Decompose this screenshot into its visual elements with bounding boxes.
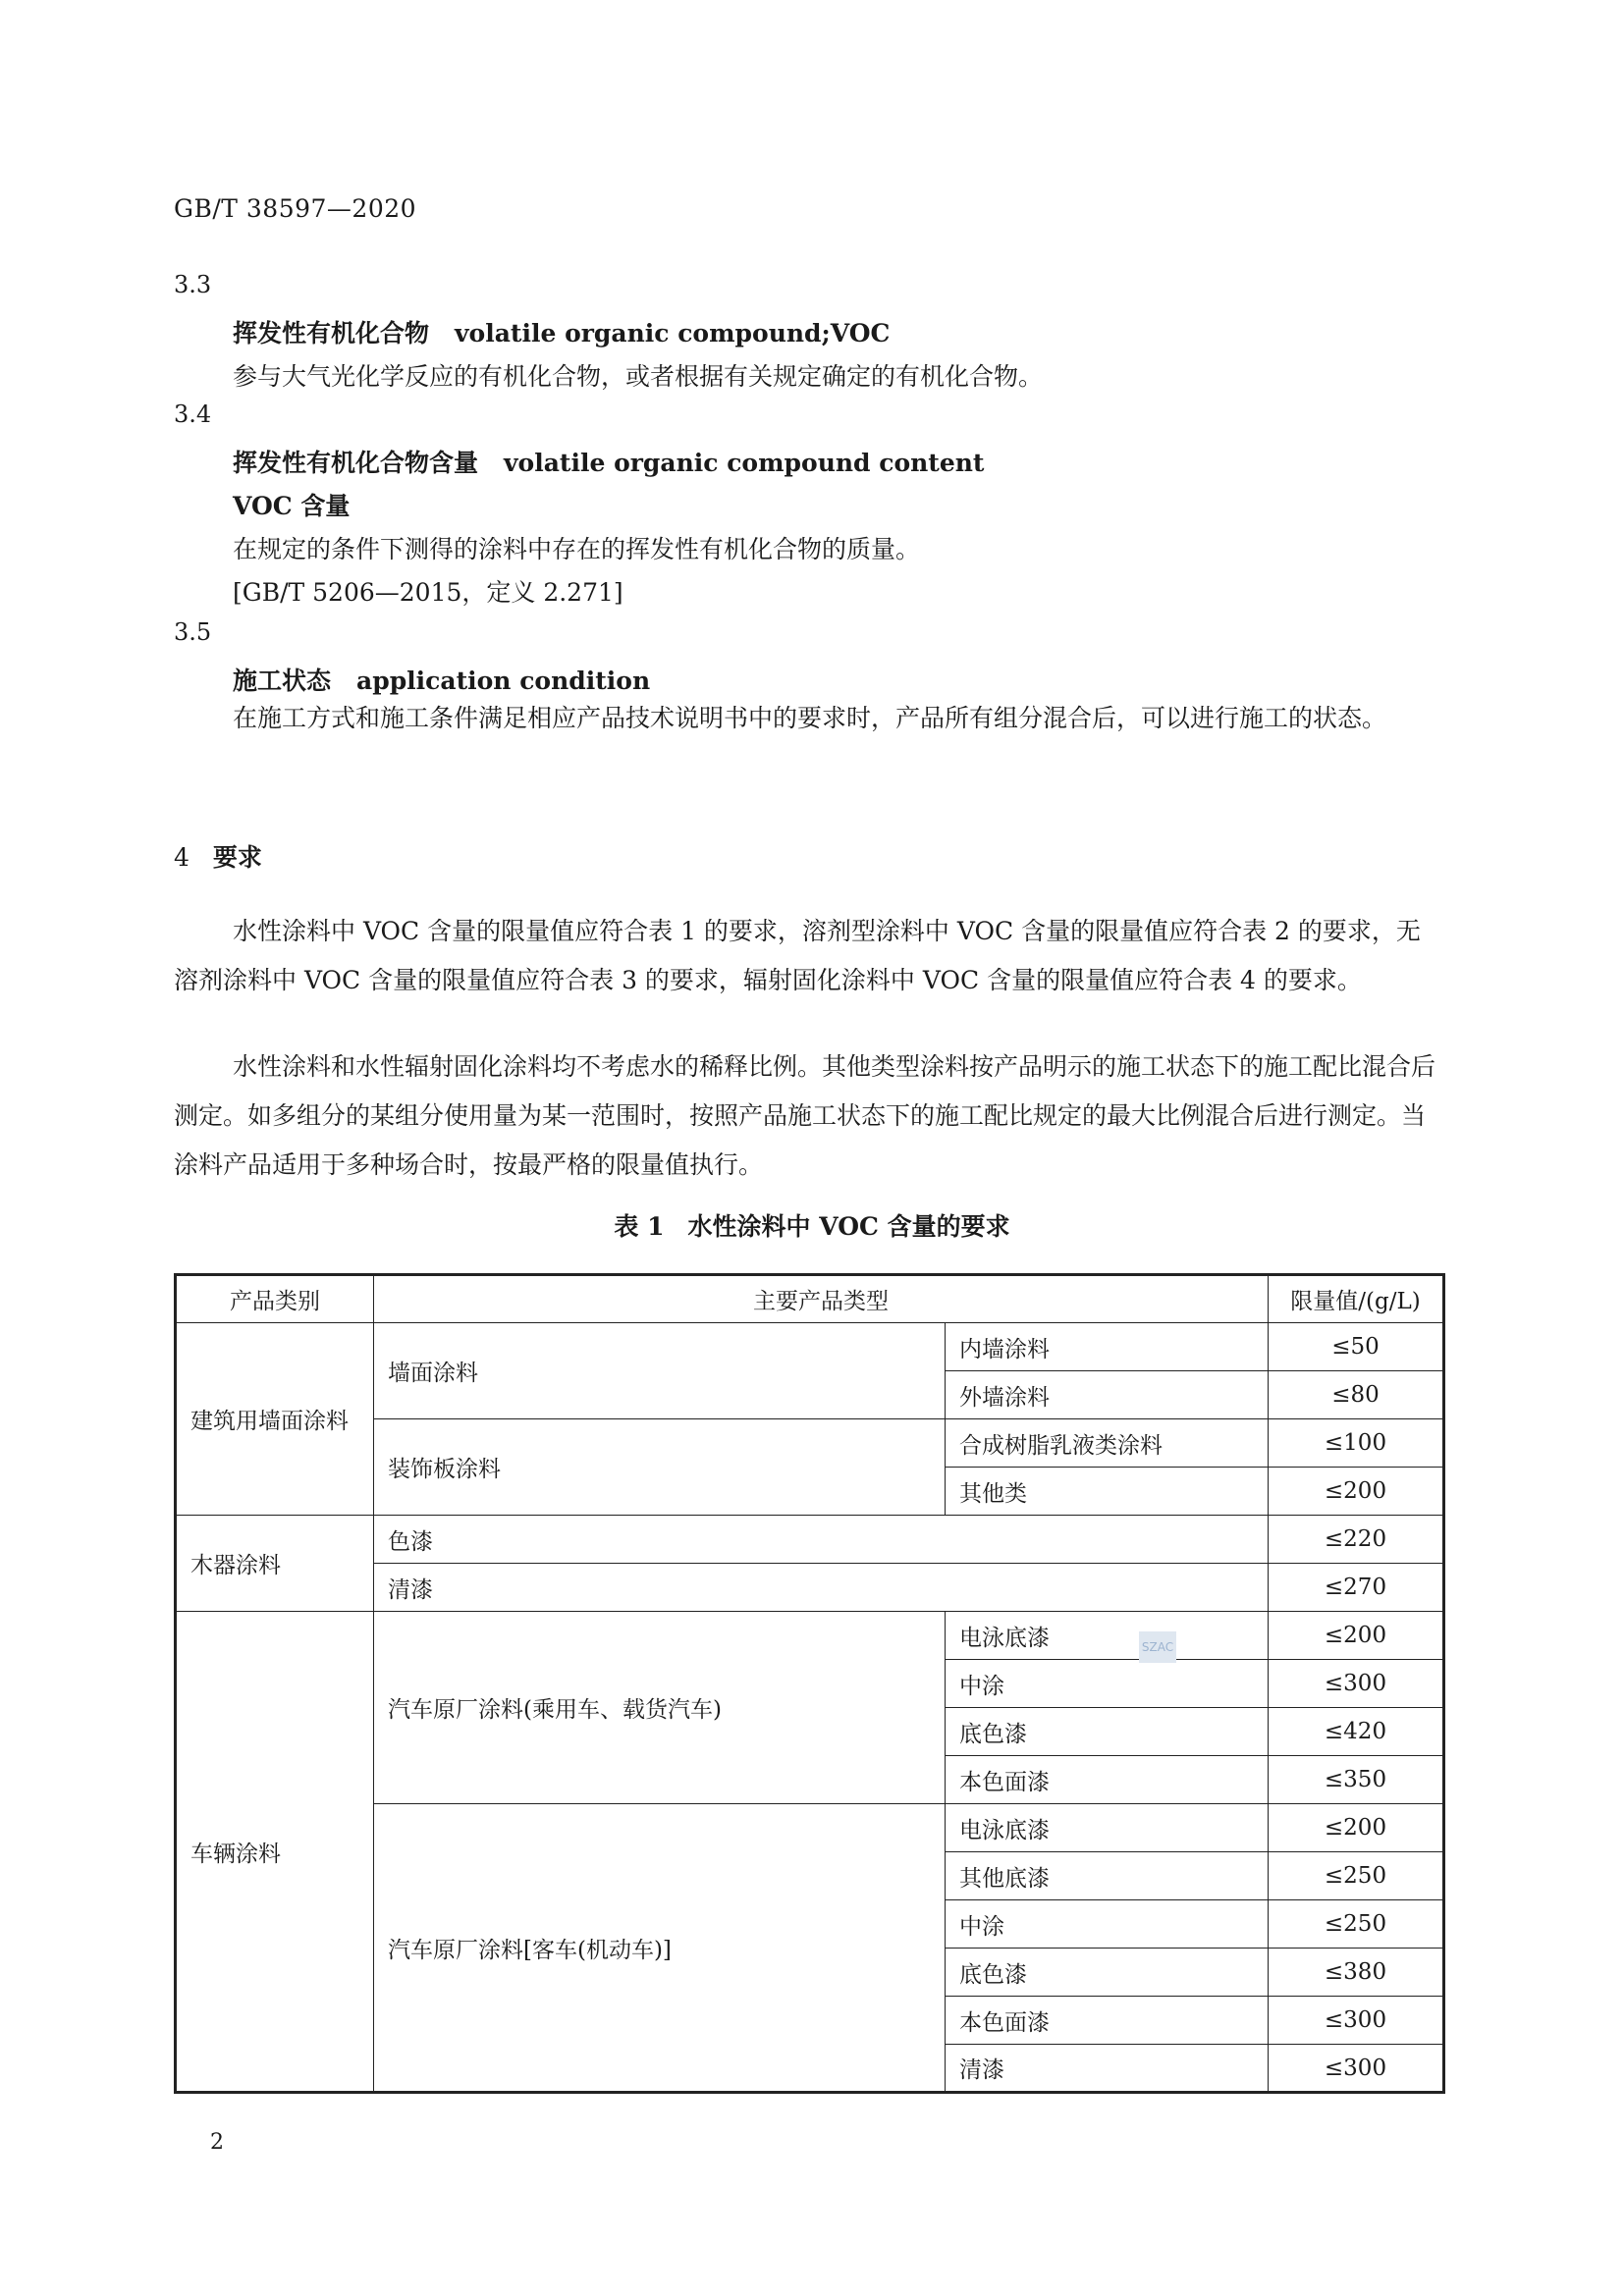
subtype-cell: 内墙涂料 [946,1323,1269,1371]
table-number: 表 1 [614,1212,665,1241]
table-header-row [176,1275,1444,1323]
section-number: 4 [174,843,189,872]
subtype-cell: 电泳底漆 [946,1804,1269,1852]
type-cell: 装饰板涂料 [374,1419,946,1516]
table-row [176,1516,1444,1564]
limit-cell: ≤380 [1269,1949,1444,1997]
limit-cell: ≤100 [1269,1419,1444,1468]
limit-cell: ≤200 [1269,1468,1444,1516]
watermark-logo: SZAC [1139,1631,1176,1663]
term-english: application condition [356,667,651,695]
term-english: volatile organic compound content [504,449,985,477]
subtype-cell: 清漆 [946,2045,1269,2093]
type-cell: 汽车原厂涂料[客车(机动车)] [374,1804,946,2093]
type-cell: 汽车原厂涂料(乘用车、载货汽车) [374,1612,946,1804]
term-definition: 参与大气光化学反应的有机化合物，或者根据有关规定确定的有机化合物。 [233,362,1044,391]
paragraph-requirements: 水性涂料中 VOC 含量的限量值应符合表 1 的要求，溶剂型涂料中 VOC 含量的限量值应符合表 2 的要求，无溶剂涂料中 VOC 含量的限量值应符合表 3 的要求，辐射固化涂料中 VOC 含量的限量值应符合表 4 的要求。 [174,917,1421,994]
term-chinese: 挥发性有机化合物 [233,319,430,347]
limit-cell: ≤200 [1269,1804,1444,1852]
term-heading [233,662,650,697]
type-cell: 色漆 [374,1516,1269,1564]
term-definition: 在规定的条件下测得的涂料中存在的挥发性有机化合物的质量。 [233,535,921,563]
subtype-cell: 其他底漆 [946,1852,1269,1900]
term-heading [233,444,984,479]
term-heading [233,314,890,349]
page-number: 2 [210,2130,224,2155]
clause-number: 3.3 [174,271,212,298]
limit-cell: ≤300 [1269,2045,1444,2093]
limit-cell: ≤420 [1269,1708,1444,1756]
term-english: volatile organic compound;VOC [455,319,891,347]
standard-code-header: GB/T 38597—2020 [174,194,417,223]
subtype-cell: 电泳底漆 [946,1612,1269,1660]
table-row [176,1323,1444,1371]
table-title: 水性涂料中 VOC 含量的要求 [687,1212,1010,1241]
subtype-cell: 中涂 [946,1660,1269,1708]
limit-cell: ≤250 [1269,1852,1444,1900]
limit-cell: ≤350 [1269,1756,1444,1804]
category-cell: 建筑用墙面涂料 [176,1323,374,1516]
type-cell: 墙面涂料 [374,1323,946,1419]
subtype-cell: 本色面漆 [946,1756,1269,1804]
table-row [176,1612,1444,1660]
subtype-cell: 中涂 [946,1900,1269,1949]
term-chinese: 施工状态 [233,667,332,695]
subtype-cell: 外墙涂料 [946,1371,1269,1419]
voc-limit-table [174,1273,1445,2094]
subtype-cell: 其他类 [946,1468,1269,1516]
subtype-cell: 底色漆 [946,1708,1269,1756]
term-chinese: 挥发性有机化合物含量 [233,449,479,477]
clause-number: 3.4 [174,400,212,428]
limit-cell: ≤270 [1269,1564,1444,1612]
term-definition: 在施工方式和施工条件满足相应产品技术说明书中的要求时，产品所有组分混合后，可以进行施工的状态。 [233,704,1387,732]
header-limit: 限量值/(g/L) [1269,1275,1444,1323]
section-title [174,838,262,874]
clause-number: 3.5 [174,618,212,646]
section-name: 要求 [212,843,262,872]
table-caption [0,1207,1624,1243]
limit-cell: ≤250 [1269,1900,1444,1949]
limit-cell: ≤300 [1269,1660,1444,1708]
subtype-cell: 合成树脂乳液类涂料 [946,1419,1269,1468]
limit-cell: ≤200 [1269,1612,1444,1660]
header-category: 产品类别 [176,1275,374,1323]
type-cell: 清漆 [374,1564,1269,1612]
limit-cell: ≤50 [1269,1323,1444,1371]
limit-cell: ≤300 [1269,1997,1444,2045]
alternative-term: VOC 含量 [233,492,351,520]
limit-cell: ≤220 [1269,1516,1444,1564]
category-cell: 木器涂料 [176,1516,374,1612]
category-cell: 车辆涂料 [176,1612,374,2093]
header-product-type: 主要产品类型 [374,1275,1269,1323]
limit-cell: ≤80 [1269,1371,1444,1419]
subtype-cell: 本色面漆 [946,1997,1269,2045]
subtype-cell: 底色漆 [946,1949,1269,1997]
term-source: [GB/T 5206—2015，定义 2.271] [233,578,623,607]
paragraph-dilution: 水性涂料和水性辐射固化涂料均不考虑水的稀释比例。其他类型涂料按产品明示的施工状态下的施工配比混合后测定。如多组分的某组分使用量为某一范围时，按照产品施工状态下的施工配比规定的最大比例混合后进行测定。当涂料产品适用于多种场合时，按最严格的限量值执行。 [174,1052,1436,1179]
